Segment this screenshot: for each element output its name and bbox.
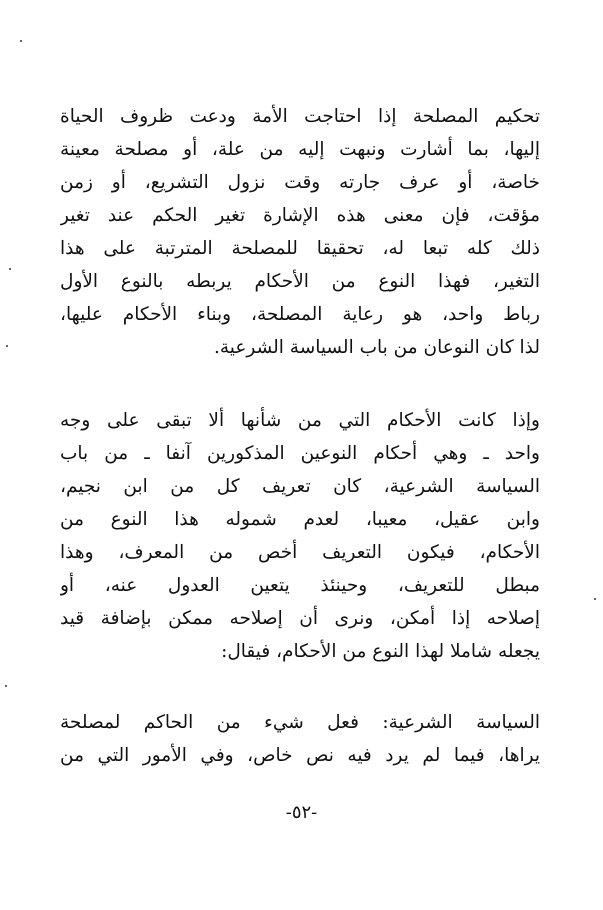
scan-speck	[594, 598, 596, 600]
scan-speck	[20, 40, 22, 42]
paragraph-2-line-6: مبطل للتعريف، وحينئذ يتعين العدول عنه، أو	[60, 575, 540, 596]
paragraph-1-line-6: التغير، فهذا النوع من الأحكام يربطه بالنوع الأول	[60, 271, 540, 292]
scan-speck	[6, 345, 8, 347]
paragraph-1-line-8: لذا كان النوعان من باب السياسة الشرعية.	[214, 337, 540, 358]
paragraph-1-line-4: مؤقت، فإن معنى هذه الإشارة تغير الحكم عند تغير	[60, 205, 540, 226]
paragraph-2-line-8: يجعله شاملا لهذا النوع من الأحكام، فيقال:	[221, 641, 540, 662]
scan-speck	[5, 685, 7, 687]
paragraph-2-line-4: وابن عقيل، معيبا، لعدم شموله هذا النوع من	[60, 509, 540, 530]
paragraph-2-line-3: السياسة الشرعية، كان تعريف كل من ابن نجيم،	[60, 476, 540, 497]
paragraph-1-line-7: رباط واحد، هو رعاية المصلحة، وبناء الأحكام عليها،	[60, 304, 540, 325]
paragraph-2-line-2: واحد ـ وهي أحكام النوعين المذكورين آنفا ـ من باب	[60, 443, 540, 464]
page-number: -٥٢-	[285, 802, 318, 823]
paragraph-3-line-1: السياسة الشرعية: فعل شيء من الحاكم لمصلحة	[60, 712, 540, 733]
paragraph-2-line-5: الأحكام، فيكون التعريف أخص من المعرف، وهذا	[60, 542, 540, 563]
paragraph-1-line-3: خاصة، أو عرف جارته وقت نزول التشريع، أو زمن	[60, 172, 540, 193]
paragraph-3-line-2: يراها، فيما لم يرد فيه نص خاص، وفي الأمور التي من	[60, 745, 540, 766]
paragraph-1	[60, 100, 540, 364]
paragraph-1-line-2: إليها، بما أشارت ونبهت إليه من علة، أو مصلحة معينة	[60, 139, 540, 160]
paragraph-3	[60, 706, 540, 772]
paragraph-2	[60, 404, 540, 668]
paragraph-1-line-1: تحكيم المصلحة إذا احتاجت الأمة ودعت ظروف الحياة	[60, 106, 540, 127]
paragraph-2-line-1: وإذا كانت الأحكام التي من شأنها ألا تبقى على وجه	[60, 410, 540, 431]
paragraph-1-line-5: ذلك كله تبعا له، تحقيقا للمصلحة المترتبة على هذا	[60, 238, 540, 259]
scan-speck	[9, 268, 11, 270]
paragraph-2-line-7: إصلاحه إذا أمكن، ونرى أن إصلاحه ممكن بإضافة قيد	[60, 608, 540, 629]
